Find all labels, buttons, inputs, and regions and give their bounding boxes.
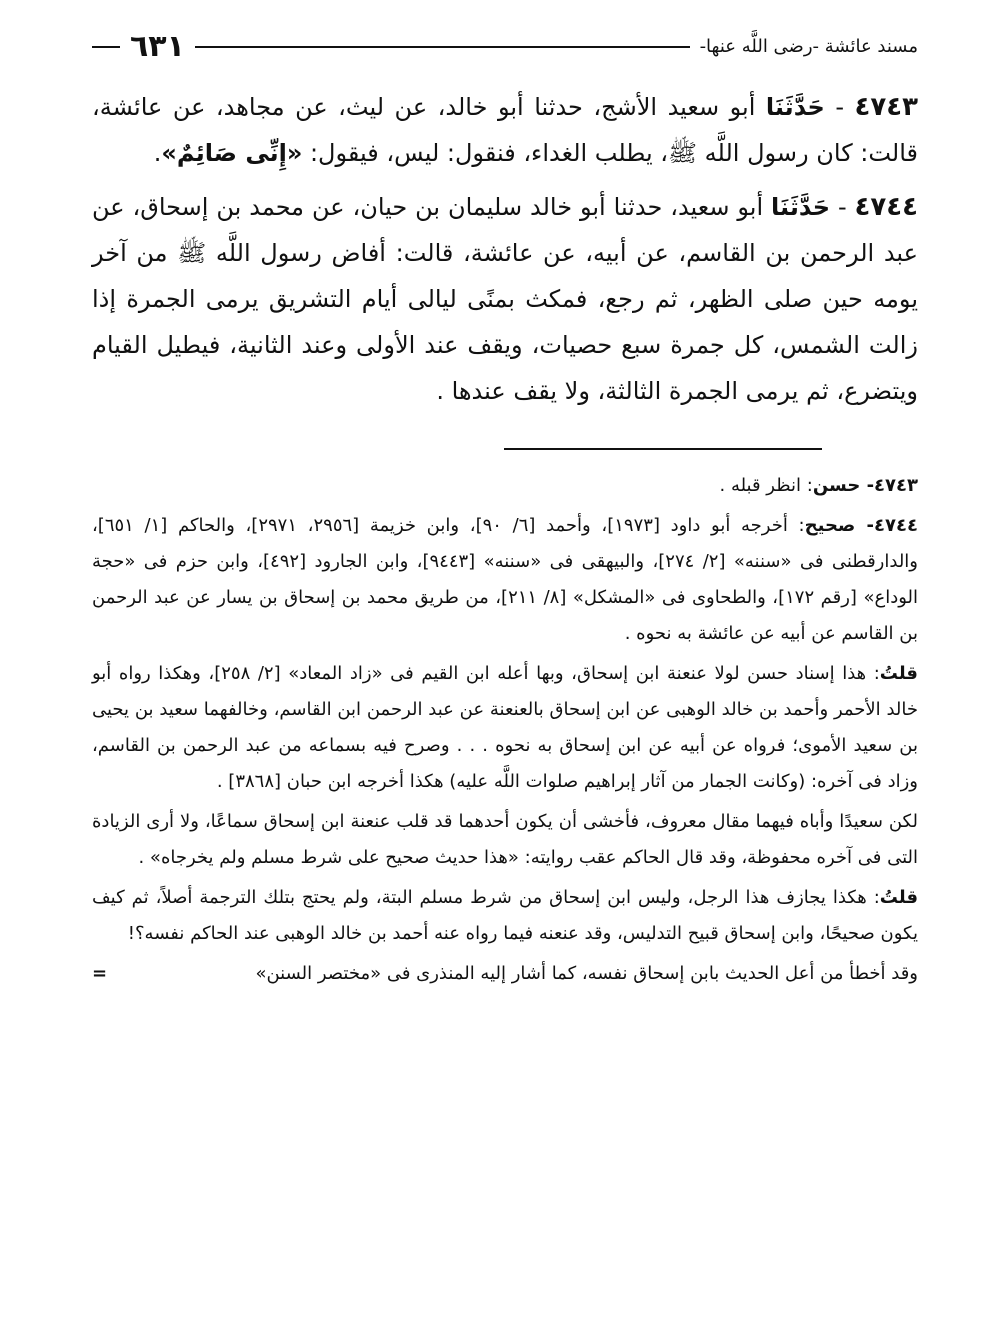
footnote-text: : انظر قبله .: [719, 475, 813, 496]
header-rule: [195, 46, 690, 48]
footnote: [92, 804, 918, 876]
footnote-final: [92, 956, 918, 992]
footnote-label: ٤٧٤٣- حسن: [812, 475, 918, 496]
header-rule-end: [92, 46, 120, 48]
footnote: [92, 656, 918, 800]
page-header: [92, 28, 918, 64]
page-number: ٦٣١: [130, 28, 185, 64]
hadith-entry: [92, 184, 918, 414]
footnote-separator: [504, 448, 822, 450]
footnote-text: : هذا إسناد حسن لولا عنعنة ابن إسحاق، وبها أعله ابن القيم فى «زاد المعاد» [٢/ ٢٥٨]، وهكذا رواه أبو خالد الأحمر وأحمد بن خالد الوهبى عن ابن إسحاق بالعنعنة عن عبد الرحمن ابن القاسم، وخالفهما سعيد بن يحيى بن سعيد الأموى؛ فرواه عن أبيه عن ابن إسحاق به نحوه . . . وصرح فيه بسماعه من عبد الرحمن بن القاسم، وزاد فى آخره: (وكانت الجمار من آثار إبراهيم صلوات اللَّه عليه) هكذا أخرجه ابن حبان [٣٨٦٨] .: [92, 663, 918, 792]
page: [92, 28, 918, 996]
footnote: [92, 468, 918, 504]
hadith-text: أبو سعيد الأشج، حدثنا أبو خالد، عن ليث، عن مجاهد، عن عائشة، قالت: كان رسول اللَّه ﷺ، يطلب الغداء، فنقول: ليس، فيقول:: [92, 93, 918, 167]
hadith-text: أبو سعيد، حدثنا أبو خالد سليمان بن حيان، عن محمد بن إسحاق، عن عبد الرحمن بن القاسم، عن أبيه، عن عائشة، قالت: أفاض رسول اللَّه ﷺ من آخر يومه حين صلى الظهر، ثم رجع، فمكث بمنًى ليالى أيام التشريق يرمى الجمرة إذا زالت الشمس، كل جمرة سبع حصيات، ويقف عند الأولى وعند الثانية، فيطيل القيام ويتضرع، ثم يرمى الجمرة الثالثة، ولا يقف عندها .: [92, 193, 918, 405]
footnote-text: : هكذا يجازف هذا الرجل، وليس ابن إسحاق من شرط مسلم البتة، ولم يحتج بتلك الترجمة أصلاً، ثم كيف يكون صحيحًا، وابن إسحاق قبيح التدليس، وقد عنعنه فيما رواه عنه أحمد بن خالد الوهبى عند الحاكم نفسه؟!: [92, 887, 918, 944]
hadith-verb: حَدَّثَنَا: [771, 193, 831, 221]
hadith-number: ٤٧٤٤: [854, 192, 918, 222]
footnote-label: ٤٧٤٤- صحيح: [804, 515, 918, 536]
hadith-quote: «إِنِّى صَائِمٌ»: [161, 139, 303, 167]
hadith-entry: [92, 84, 918, 176]
footnotes: [92, 468, 918, 992]
main-text: [92, 84, 918, 414]
footnote-label: قلتُ: [879, 663, 918, 684]
hadith-dash: -: [830, 193, 855, 221]
footnote: [92, 880, 918, 952]
footnote-separator-wrap: [92, 422, 918, 468]
hadith-dash: -: [824, 93, 855, 121]
hadith-text-end: .: [153, 139, 162, 167]
footnote-text: : أخرجه أبو داود [١٩٧٣]، وأحمد [٦/ ٩٠]، وابن خزيمة [٢٩٥٦، ٢٩٧١]، والحاكم [١/ ٦٥١]، والدارقطنى فى «سننه» [٢/ ٢٧٤]، والبيهقى فى «سننه» [٩٤٤٣]، وابن الجارود [٤٩٢]، وابن حزم فى «حجة الوداع» [رقم ١٧٢]، والطحاوى فى «المشكل» [٨/ ٢١١]، من طريق محمد بن إسحاق بن يسار عن عبد الرحمن بن القاسم عن أبيه عن عائشة به نحوه .: [92, 515, 918, 644]
continuation-mark: =: [92, 963, 108, 984]
footnote: [92, 508, 918, 652]
running-title: مسند عائشة -رضى اللَّه عنها-: [699, 35, 918, 57]
footnote-text: وقد أخطأ من أعل الحديث بابن إسحاق نفسه، كما أشار إليه المنذرى فى «مختصر السنن»: [255, 963, 918, 984]
footnote-text: لكن سعيدًا وأباه فيهما مقال معروف، فأخشى أن يكون أحدهما قد قلب عنعنة ابن إسحاق سماعًا، ولا أرى الزيادة التى فى آخره محفوظة، وقد قال الحاكم عقب روايته: «هذا حديث صحيح على شرط مسلم ولم يخرجاه» .: [92, 811, 918, 868]
hadith-verb: حَدَّثَنَا: [765, 93, 825, 121]
footnote-label: قلتُ: [879, 887, 918, 908]
hadith-number: ٤٧٤٣: [854, 92, 919, 122]
